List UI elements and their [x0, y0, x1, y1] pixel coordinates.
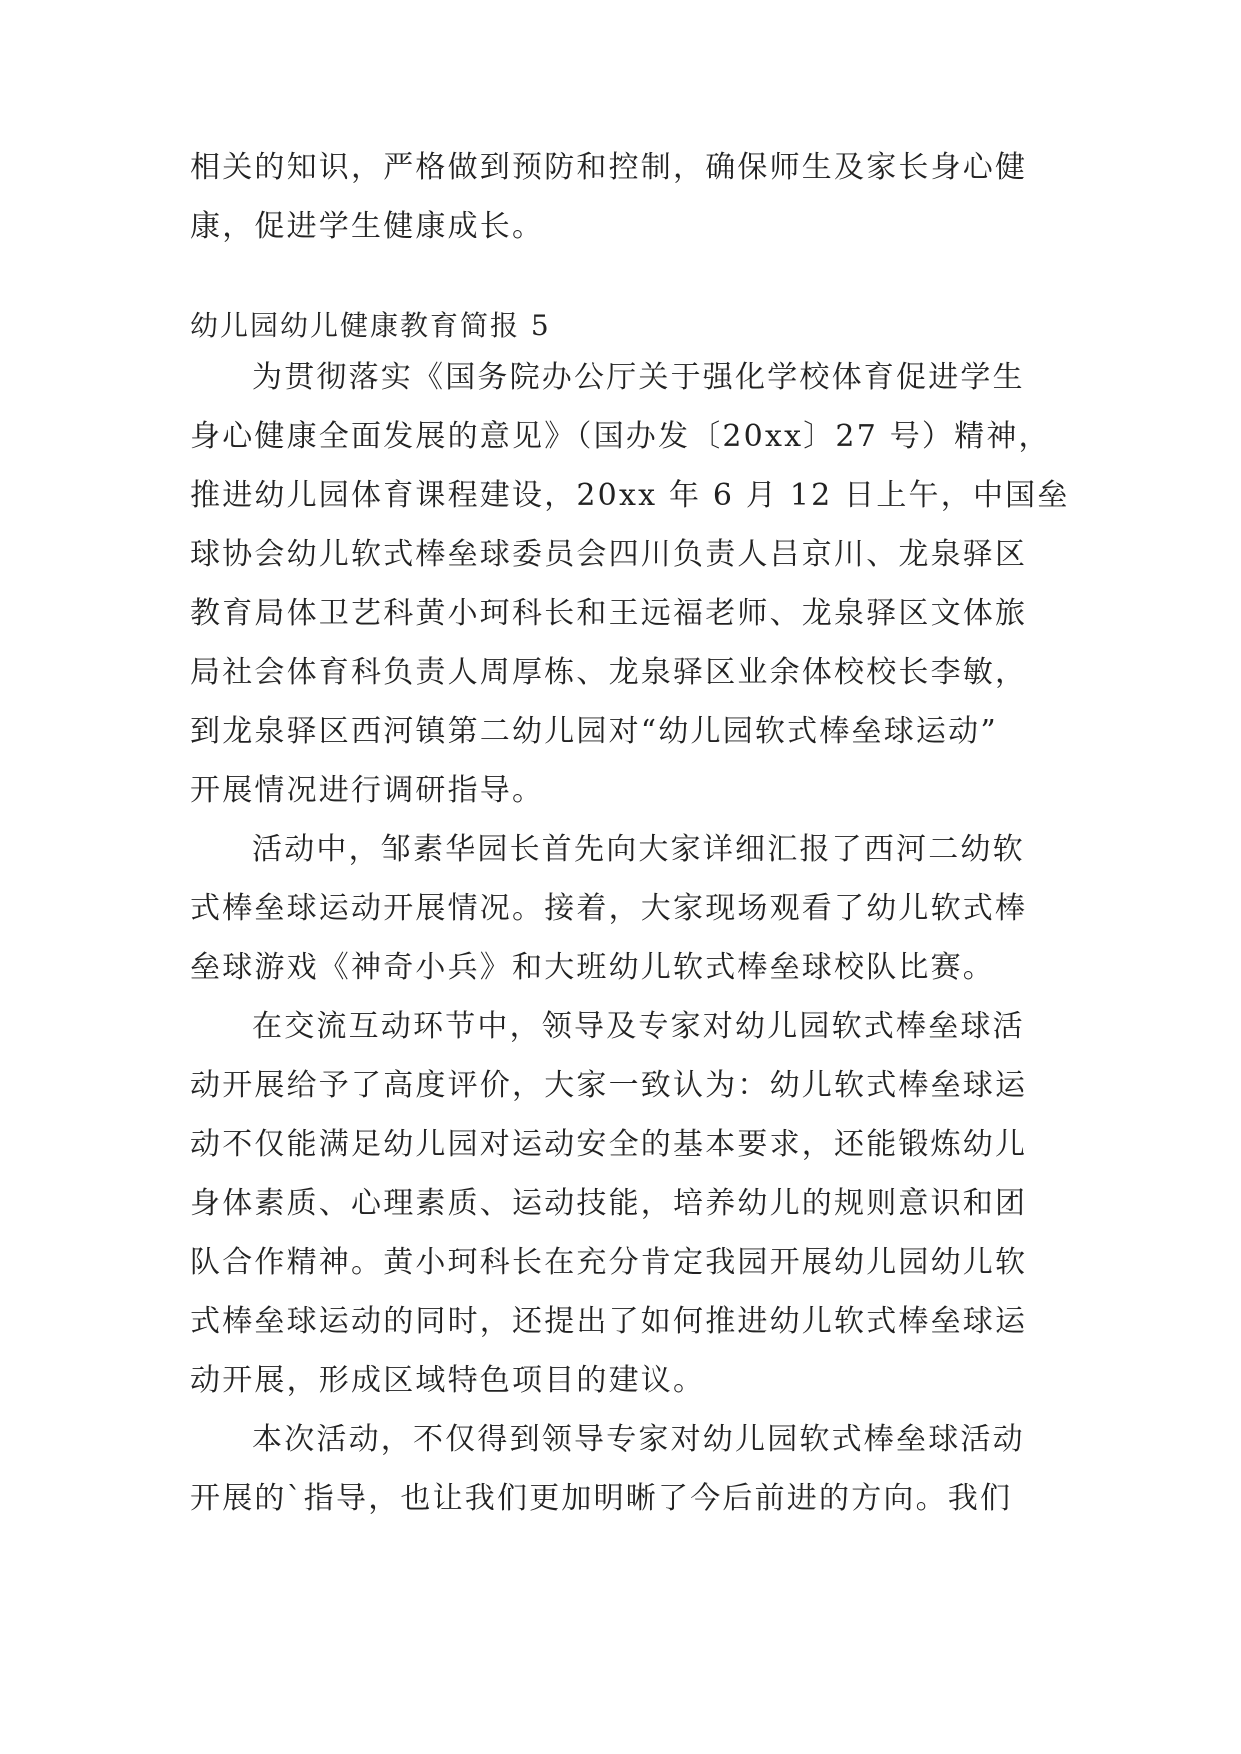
- paragraph-line: 相关的知识，严格做到预防和控制，确保师生及家长身心健: [190, 150, 1028, 185]
- paragraph-line: 活动中，邹素华园长首先向大家详细汇报了西河二幼软: [252, 832, 1025, 867]
- paragraph-4: [190, 1410, 1060, 1528]
- paragraph-line: 身体素质、心理素质、运动技能，培养幼儿的规则意识和团: [190, 1186, 1028, 1221]
- paragraph-line: 开展的`指导，也让我们更加明晰了今后前进的方向。我们: [190, 1481, 1013, 1516]
- paragraph-line: 垒球游戏《神奇小兵》和大班幼儿软式棒垒球校队比赛。: [190, 950, 995, 985]
- paragraph-line: 局社会体育科负责人周厚栋、龙泉驿区业余体校校长李敏，: [190, 655, 1028, 690]
- paragraph-line: 康，促进学生健康成长。: [190, 209, 545, 244]
- paragraph-line: 式棒垒球运动开展情况。接着，大家现场观看了幼儿软式棒: [190, 891, 1028, 926]
- paragraph-line: 式棒垒球运动的同时，还提出了如何推进幼儿软式棒垒球运: [190, 1304, 1028, 1339]
- paragraph-line: 教育局体卫艺科黄小珂科长和王远福老师、龙泉驿区文体旅: [190, 596, 1028, 631]
- paragraph-line: 推进幼儿园体育课程建设，20xx 年 6 月 12 日上午，中国垒: [190, 478, 1070, 513]
- paragraph-line: 动开展，形成区域特色项目的建议。: [190, 1363, 706, 1398]
- section-title: 幼儿园幼儿健康教育简报 5: [190, 309, 551, 342]
- paragraph-line: 动不仅能满足幼儿园对运动安全的基本要求，还能锻炼幼儿: [190, 1127, 1028, 1162]
- paragraph-line: 本次活动，不仅得到领导专家对幼儿园软式棒垒球活动: [252, 1422, 1025, 1457]
- paragraph-line: 在交流互动环节中，领导及专家对幼儿园软式棒垒球活: [252, 1009, 1025, 1044]
- paragraph-line: 开展情况进行调研指导。: [190, 773, 545, 808]
- section-title-block: [190, 296, 1060, 355]
- paragraph-line: 为贯彻落实《国务院办公厅关于强化学校体育促进学生: [252, 360, 1025, 395]
- paragraph-line: 到龙泉驿区西河镇第二幼儿园对“幼儿园软式棒垒球运动”: [190, 714, 998, 749]
- intro-paragraph: [190, 138, 1060, 256]
- paragraph-2: [190, 820, 1060, 997]
- paragraph-3: [190, 997, 1060, 1410]
- paragraph-line: 动开展给予了高度评价，大家一致认为：幼儿软式棒垒球运: [190, 1068, 1028, 1103]
- paragraph-1: [190, 348, 1070, 820]
- paragraph-line: 身心健康全面发展的意见》（国办发〔20xx〕27 号）精神，: [190, 419, 1051, 454]
- paragraph-line: 球协会幼儿软式棒垒球委员会四川负责人吕京川、龙泉驿区: [190, 537, 1028, 572]
- paragraph-line: 队合作精神。黄小珂科长在充分肯定我园开展幼儿园幼儿软: [190, 1245, 1028, 1280]
